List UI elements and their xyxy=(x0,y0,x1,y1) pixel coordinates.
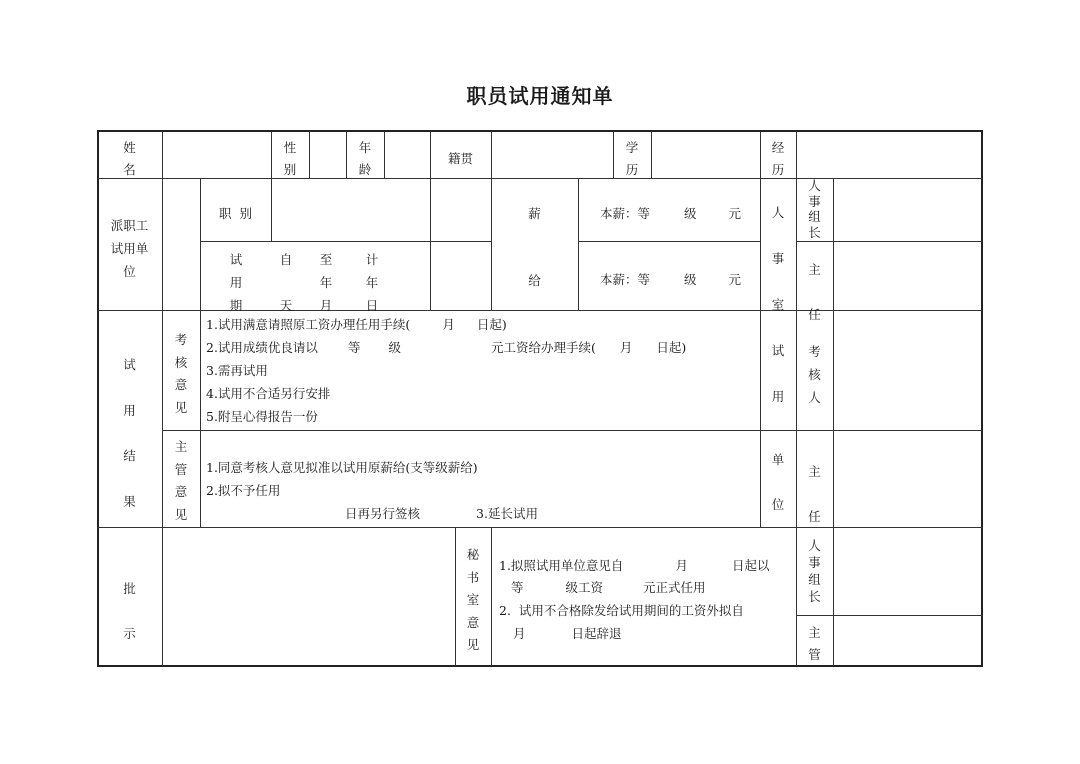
gender-label: 性 别 xyxy=(283,140,297,177)
trial-unit-label-top: 试 用 xyxy=(771,343,785,404)
grid-line xyxy=(97,178,983,179)
grid-line xyxy=(578,178,579,310)
experience-label: 经 历 xyxy=(771,140,785,177)
approval-item-2: 2. 试用不合格除发给试用期间的工资外拟自 xyxy=(499,603,744,618)
grid-line xyxy=(796,131,797,178)
grid-line xyxy=(491,178,492,310)
grid-line xyxy=(796,615,983,616)
grid-line xyxy=(97,527,983,528)
grid-line xyxy=(833,178,834,310)
grid-line xyxy=(162,527,163,666)
position-label: 职 别 xyxy=(219,206,252,221)
manager-item-2: 2.拟不予任用 xyxy=(206,483,281,498)
grid-line xyxy=(833,527,834,666)
base-salary-line-2: 本薪：等 级 元 xyxy=(600,272,742,287)
approval-hr-leader-label: 人 事 组 长 xyxy=(808,538,821,604)
hr-leader-label: 人 事 组 长 xyxy=(808,178,821,240)
assess-item-5: 5.附呈心得报告一份 xyxy=(206,409,318,424)
trial-result-label: 试 用 结 果 xyxy=(123,357,136,509)
grid-line xyxy=(833,310,834,527)
grid-line xyxy=(491,131,492,178)
name-label: 姓 名 xyxy=(123,140,136,177)
period-to-column: 至 年 月 xyxy=(319,252,333,313)
salary-label-bottom: 给 xyxy=(528,273,541,288)
approval-supervisor-label: 主 管 xyxy=(808,625,821,662)
assess-item-4: 4.试用不合适另行安排 xyxy=(206,386,331,401)
assess-item-2: 2.试用成绩优良请以 等 级 元工资给办理手续( 月 日起) xyxy=(206,340,687,355)
assess-item-3: 3.需再试用 xyxy=(206,363,268,378)
grid-line xyxy=(162,131,163,178)
manager-item-1: 1.同意考核人意见拟准以试用原薪给(支等级薪给) xyxy=(206,460,478,475)
grid-line xyxy=(271,178,272,241)
grid-line xyxy=(578,241,760,242)
dispatch-unit-label: 派职工 试用单 位 xyxy=(110,218,149,279)
assessment-opinion-label: 考 核 意 见 xyxy=(174,332,188,415)
grid-line xyxy=(200,178,201,310)
grid-line xyxy=(200,310,201,527)
grid-line xyxy=(309,131,310,178)
salary-label-top: 薪 xyxy=(528,206,541,221)
approval-item-1-cont: 等 级工资 元正式任用 xyxy=(511,580,706,595)
assessor-label: 考 核 人 xyxy=(808,344,821,405)
grid-line xyxy=(162,430,983,431)
period-total-column: 计 年 日 xyxy=(365,252,379,313)
approval-label: 批 示 xyxy=(123,581,136,641)
approval-item-1: 1.拟照试用单位意见自 月 日起以 xyxy=(499,558,770,573)
period-from-column: 自 天 xyxy=(279,252,293,313)
assess-item-1: 1.试用满意请照原工资办理任用手续( 月 日起) xyxy=(206,317,507,332)
unit-director-label: 主 任 xyxy=(808,464,821,524)
age-label: 年 龄 xyxy=(358,140,372,177)
approval-item-2-cont: 月 日起辞退 xyxy=(513,626,622,641)
manager-item-3: 日再另行签核 3.延长试用 xyxy=(345,506,538,521)
base-salary-line-1: 本薪：等 级 元 xyxy=(600,206,742,221)
grid-line xyxy=(162,178,163,310)
trial-unit-label-bottom: 单 位 xyxy=(771,452,785,512)
native-place-label: 籍贯 xyxy=(447,151,473,166)
grid-line xyxy=(796,241,983,242)
manager-opinion-label: 主 管 意 见 xyxy=(174,439,188,522)
trial-period-label: 试 用 期 xyxy=(229,252,243,313)
grid-line xyxy=(491,527,492,666)
grid-line xyxy=(651,131,652,178)
secretariat-opinion-label: 秘 书 室 意 见 xyxy=(466,547,480,652)
education-label: 学 历 xyxy=(625,140,639,177)
grid-line xyxy=(430,178,431,310)
form-title: 职员试用通知单 xyxy=(466,84,614,108)
grid-line xyxy=(384,131,385,178)
hr-director-label: 主 任 xyxy=(808,262,821,322)
hr-office-label: 人 事 室 xyxy=(771,205,785,312)
grid-line xyxy=(200,241,491,242)
